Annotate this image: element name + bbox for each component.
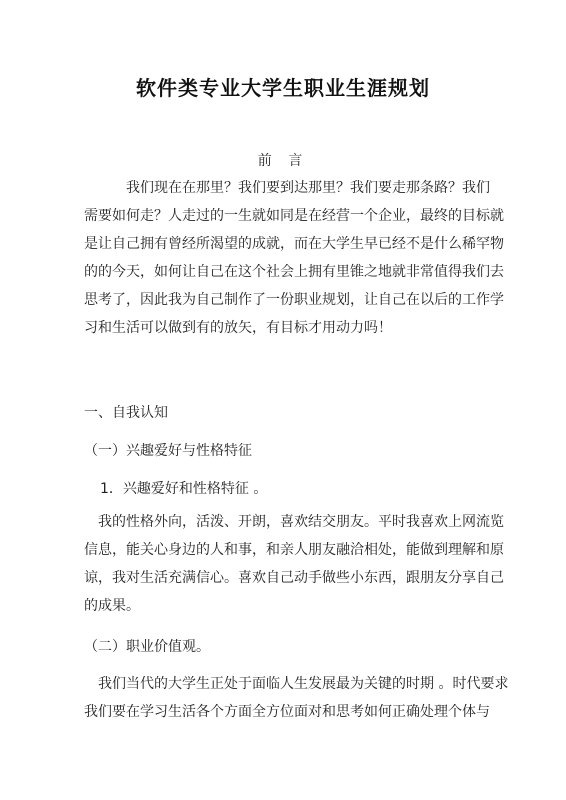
subsection-heading-interests: （一）兴趣爱好与性格特征 — [84, 443, 252, 459]
text-line: 我们当代的大学生正处于面临人生发展最为关键的时期 。时代要求 — [98, 676, 509, 692]
text-line: 我们现在在那里？我们要到达那里？我们要走那条路？我们 — [126, 180, 490, 196]
values-paragraph — [84, 670, 509, 726]
text-line: 信息，能关心身边的人和事，和亲人朋友融洽相处，能做到理解和原 — [84, 542, 504, 558]
section-heading-self-awareness: 一、自我认知 — [84, 405, 168, 421]
personality-paragraph — [84, 508, 504, 620]
text-line: 习和生活可以做到有的放矢，有目标才用动力吗！ — [84, 320, 392, 336]
text-line: 是让自己拥有曾经所渴望的成就，而在大学生早已经不是什么稀罕物 — [84, 236, 504, 252]
text-line: 的成果。 — [84, 598, 140, 614]
text-line: 谅，我对生活充满信心。喜欢自己动手做些小东西，跟朋友分享自己 — [84, 570, 504, 586]
item-heading-interests: 1．兴趣爱好和性格特征 。 — [100, 481, 268, 497]
text-line: 我们要在学习生活各个方面全方位面对和思考如何正确处理个体与 — [84, 704, 490, 720]
document-title: 软件类专业大学生职业生涯规划 — [136, 76, 430, 100]
preface-paragraph — [84, 174, 504, 342]
subsection-heading-values: （二）职业价值观。 — [84, 639, 210, 655]
text-line: 需要如何走？人走过的一生就如同是在经营一个企业，最终的目标就 — [84, 208, 504, 224]
text-line: 的的今天，如何让自己在这个社会上拥有里锥之地就非常值得我们去 — [84, 264, 504, 280]
text-line: 思考了，因此我为自己制作了一份职业规划，让自己在以后的工作学 — [84, 292, 504, 308]
text-line: 我的性格外向，活泼、开朗，喜欢结交朋友。平时我喜欢上网流览 — [98, 514, 504, 530]
preface-heading: 前 言 — [257, 153, 309, 169]
